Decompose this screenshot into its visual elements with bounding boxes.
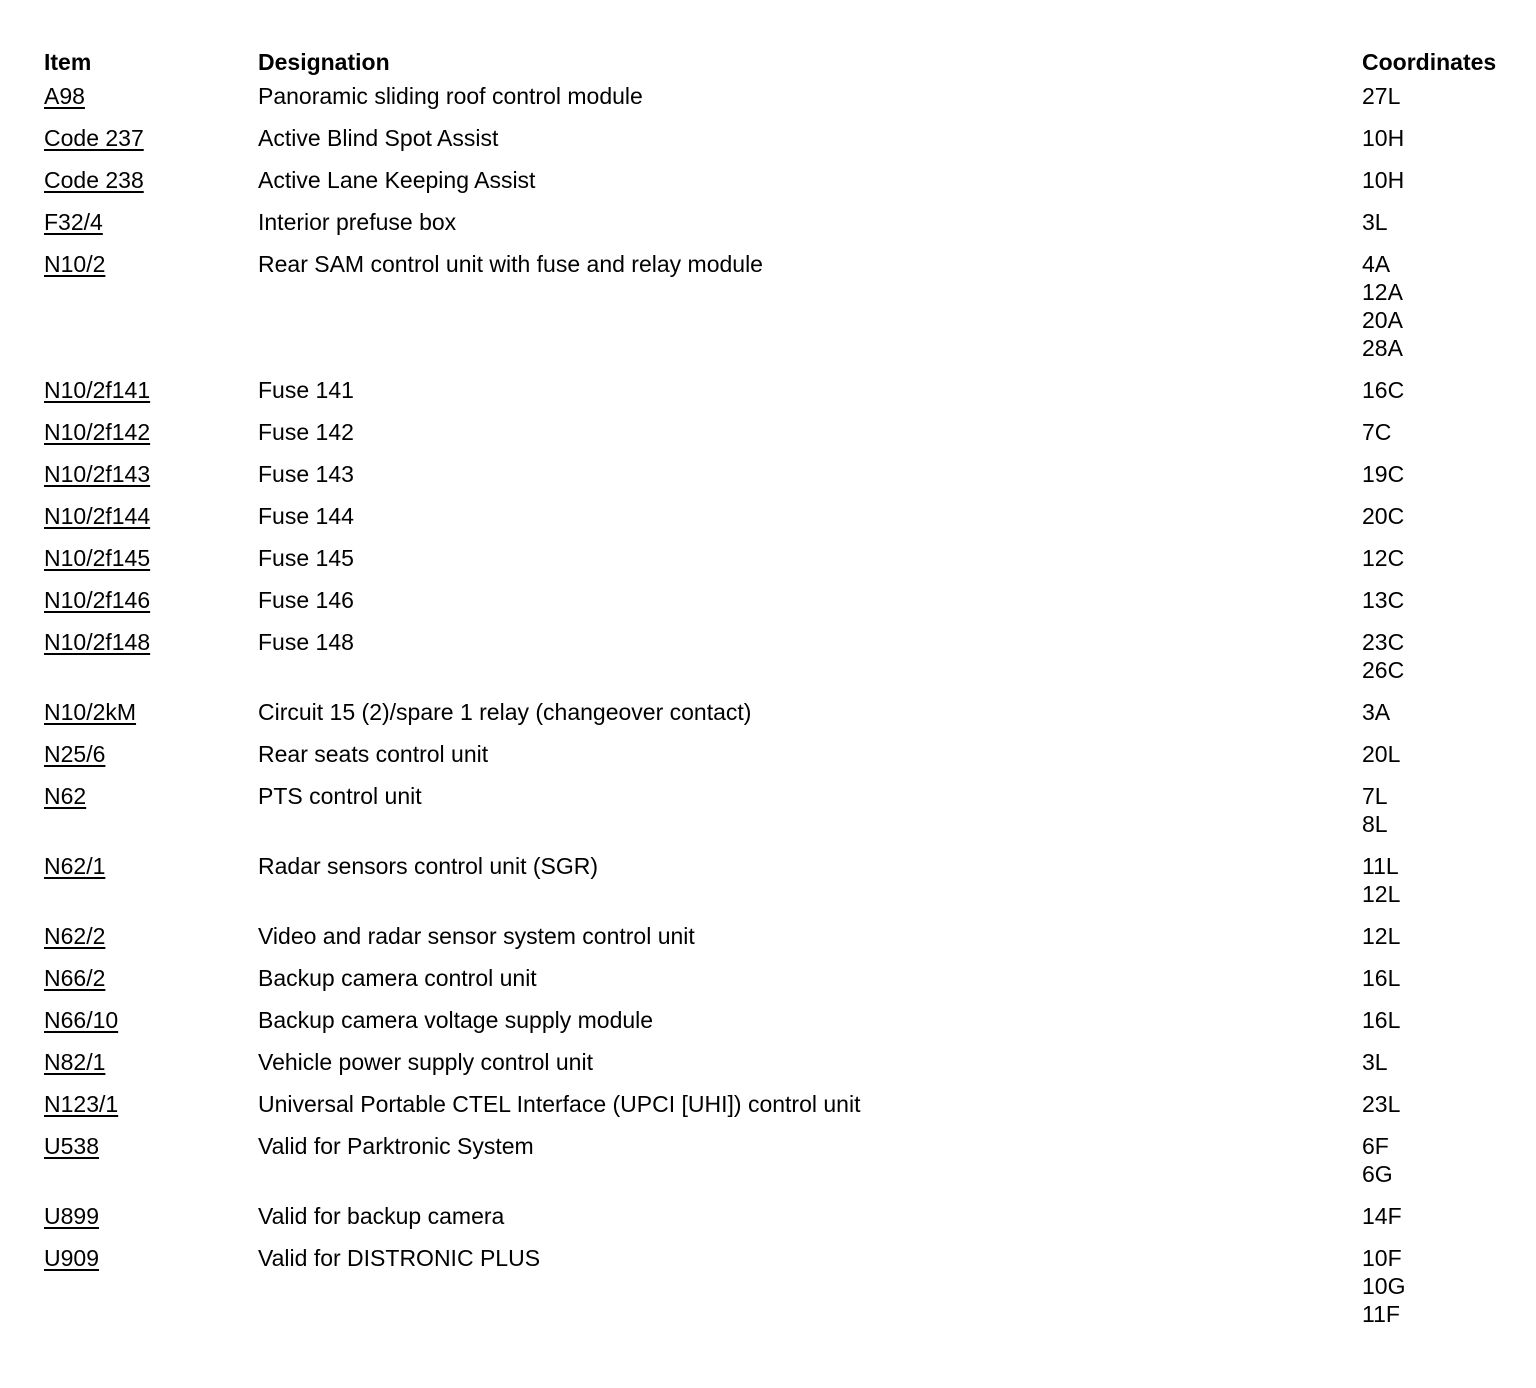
item-link[interactable]: A98 <box>44 83 85 109</box>
table-row <box>44 964 1524 1006</box>
cell-item <box>44 544 150 572</box>
coordinate-value: 20L <box>1362 741 1401 767</box>
coordinate-value: 23C <box>1362 629 1405 655</box>
cell-item <box>44 376 150 404</box>
cell-item <box>44 1006 118 1034</box>
table-row <box>44 460 1524 502</box>
coordinate-value: 7L <box>1362 783 1388 809</box>
coordinate-value: 12A <box>1362 279 1403 305</box>
cell-item <box>44 1090 118 1118</box>
item-link[interactable]: N66/10 <box>44 1007 119 1033</box>
coordinate-value: 8L <box>1362 811 1388 837</box>
coordinate-value: 12C <box>1362 545 1405 571</box>
cell-item <box>44 250 105 278</box>
coordinate-value: 16L <box>1362 965 1401 991</box>
coordinate-value: 12L <box>1362 881 1401 907</box>
coordinate-value: 11L <box>1362 853 1399 879</box>
coordinate-value: 28A <box>1362 335 1403 361</box>
item-link[interactable]: N62/1 <box>44 853 106 879</box>
cell-item <box>44 964 105 992</box>
cell-item <box>44 1132 99 1160</box>
table-body <box>44 82 1524 1342</box>
coordinate-value: 20C <box>1362 503 1405 529</box>
cell-coordinates <box>1362 376 1404 404</box>
cell-item <box>44 1202 99 1230</box>
item-link[interactable]: N10/2f146 <box>44 587 151 613</box>
coordinate-value: 4A <box>1362 251 1391 277</box>
cell-item <box>44 1048 105 1076</box>
header-coordinates: Coordinates <box>1362 49 1497 75</box>
cell-designation: Backup camera control unit <box>258 965 537 991</box>
coordinate-value: 12L <box>1362 923 1401 949</box>
table-row <box>44 124 1524 166</box>
item-link[interactable]: N10/2f145 <box>44 545 151 571</box>
item-link[interactable]: U899 <box>44 1203 99 1229</box>
coordinate-value: 10G <box>1362 1273 1406 1299</box>
cell-designation: Rear seats control unit <box>258 741 489 767</box>
cell-coordinates <box>1362 208 1388 236</box>
cell-item <box>44 166 144 194</box>
cell-designation: Fuse 145 <box>258 545 354 571</box>
item-link[interactable]: N10/2f142 <box>44 419 151 445</box>
table-row <box>44 1006 1524 1048</box>
coordinate-value: 10H <box>1362 125 1405 151</box>
cell-coordinates <box>1362 628 1404 684</box>
cell-designation: Active Blind Spot Assist <box>258 125 499 151</box>
cell-designation: Vehicle power supply control unit <box>258 1049 593 1075</box>
cell-coordinates <box>1362 1202 1402 1230</box>
table-row <box>44 82 1524 124</box>
coordinate-value: 7C <box>1362 419 1392 445</box>
coordinate-value: 20A <box>1362 307 1403 333</box>
table-row <box>44 922 1524 964</box>
coordinate-value: 14F <box>1362 1203 1402 1229</box>
cell-coordinates <box>1362 460 1404 488</box>
cell-item <box>44 628 150 656</box>
item-link[interactable]: N82/1 <box>44 1049 106 1075</box>
cell-designation: Interior prefuse box <box>258 209 457 235</box>
cell-item <box>44 82 85 110</box>
cell-coordinates <box>1362 586 1404 614</box>
cell-item <box>44 418 150 446</box>
cell-coordinates <box>1362 250 1403 362</box>
coordinate-value: 23L <box>1362 1091 1401 1117</box>
cell-designation: Panoramic sliding roof control module <box>258 83 643 109</box>
cell-designation: Fuse 141 <box>258 377 354 403</box>
item-link[interactable]: N62/2 <box>44 923 106 949</box>
cell-designation: Valid for backup camera <box>258 1203 505 1229</box>
item-link[interactable]: N10/2kM <box>44 699 137 725</box>
item-link[interactable]: N66/2 <box>44 965 106 991</box>
cell-item <box>44 460 150 488</box>
cell-designation: Rear SAM control unit with fuse and relay module <box>258 251 763 277</box>
table-row <box>44 544 1524 586</box>
table-row <box>44 586 1524 628</box>
table-row <box>44 1202 1524 1244</box>
cell-designation: Universal Portable CTEL Interface (UPCI [UHI]) control unit <box>258 1091 861 1117</box>
item-link[interactable]: N10/2 <box>44 251 106 277</box>
cell-coordinates <box>1362 1048 1388 1076</box>
cell-designation: Valid for DISTRONIC PLUS <box>258 1245 541 1271</box>
table-row <box>44 1048 1524 1090</box>
cell-coordinates <box>1362 1132 1393 1188</box>
table-row <box>44 208 1524 250</box>
cell-coordinates <box>1362 1090 1400 1118</box>
coordinate-value: 19C <box>1362 461 1405 487</box>
cell-coordinates <box>1362 124 1404 152</box>
cell-coordinates <box>1362 1244 1405 1328</box>
item-link[interactable]: N25/6 <box>44 741 106 767</box>
cell-designation: Active Lane Keeping Assist <box>258 167 536 193</box>
cell-coordinates <box>1362 782 1388 838</box>
table-row <box>44 782 1524 852</box>
legend-table <box>44 46 1524 1342</box>
cell-designation: Fuse 142 <box>258 419 354 445</box>
coordinate-value: 6G <box>1362 1161 1393 1187</box>
cell-designation: Video and radar sensor system control unit <box>258 923 695 949</box>
cell-designation: Backup camera voltage supply module <box>258 1007 654 1033</box>
cell-designation: Fuse 144 <box>258 503 354 529</box>
table-row <box>44 852 1524 922</box>
item-link[interactable]: U909 <box>44 1245 99 1271</box>
cell-item <box>44 740 105 768</box>
cell-designation: Circuit 15 (2)/spare 1 relay (changeover contact) <box>258 699 752 725</box>
table-row <box>44 418 1524 460</box>
table-header <box>44 46 1524 82</box>
item-link[interactable]: N10/2f144 <box>44 503 151 529</box>
cell-item <box>44 698 136 726</box>
table-row <box>44 502 1524 544</box>
cell-designation: Fuse 148 <box>258 629 354 655</box>
coordinate-value: 13C <box>1362 587 1405 613</box>
header-item: Item <box>44 49 92 75</box>
item-link[interactable]: N10/2f143 <box>44 461 151 487</box>
cell-item <box>44 1244 99 1272</box>
table-row <box>44 250 1524 376</box>
cell-coordinates <box>1362 1006 1400 1034</box>
cell-item <box>44 782 86 810</box>
cell-item <box>44 852 105 880</box>
coordinate-value: 6F <box>1362 1133 1389 1159</box>
cell-coordinates <box>1362 964 1400 992</box>
item-link[interactable]: U538 <box>44 1133 99 1159</box>
cell-designation: PTS control unit <box>258 783 422 809</box>
coordinate-value: 3A <box>1362 699 1391 725</box>
coordinate-value: 26C <box>1362 657 1405 683</box>
cell-designation: Fuse 146 <box>258 587 354 613</box>
cell-designation: Valid for Parktronic System <box>258 1133 534 1159</box>
cell-coordinates <box>1362 166 1404 194</box>
coordinate-value: 3L <box>1362 209 1388 235</box>
cell-item <box>44 124 144 152</box>
table-row <box>44 1090 1524 1132</box>
item-link[interactable]: N62 <box>44 783 87 809</box>
coordinate-value: 3L <box>1362 1049 1388 1075</box>
cell-coordinates <box>1362 922 1400 950</box>
cell-item <box>44 586 150 614</box>
coordinate-value: 11F <box>1362 1301 1400 1327</box>
cell-item <box>44 922 105 950</box>
table-row <box>44 628 1524 698</box>
coordinate-value: 16L <box>1362 1007 1401 1033</box>
table-row <box>44 376 1524 418</box>
item-link[interactable]: N10/2f141 <box>44 377 151 403</box>
table-row <box>44 698 1524 740</box>
cell-coordinates <box>1362 852 1400 908</box>
cell-designation: Fuse 143 <box>258 461 354 487</box>
cell-coordinates <box>1362 740 1400 768</box>
coordinate-value: 10H <box>1362 167 1405 193</box>
item-link[interactable]: F32/4 <box>44 209 103 235</box>
coordinate-value: 27L <box>1362 83 1401 109</box>
table-row <box>44 740 1524 782</box>
item-link[interactable]: N10/2f148 <box>44 629 151 655</box>
cell-coordinates <box>1362 544 1404 572</box>
cell-designation: Radar sensors control unit (SGR) <box>258 853 599 879</box>
cell-item <box>44 208 103 236</box>
cell-item <box>44 502 150 530</box>
coordinate-value: 16C <box>1362 377 1405 403</box>
cell-coordinates <box>1362 82 1400 110</box>
table-row <box>44 166 1524 208</box>
cell-coordinates <box>1362 418 1391 446</box>
item-link[interactable]: Code 238 <box>44 167 144 193</box>
coordinate-value: 10F <box>1362 1245 1402 1271</box>
table-row <box>44 1244 1524 1342</box>
table-row <box>44 1132 1524 1202</box>
header-designation: Designation <box>258 49 390 75</box>
cell-coordinates <box>1362 698 1390 726</box>
item-link[interactable]: Code 237 <box>44 125 144 151</box>
cell-coordinates <box>1362 502 1404 530</box>
item-link[interactable]: N123/1 <box>44 1091 119 1117</box>
